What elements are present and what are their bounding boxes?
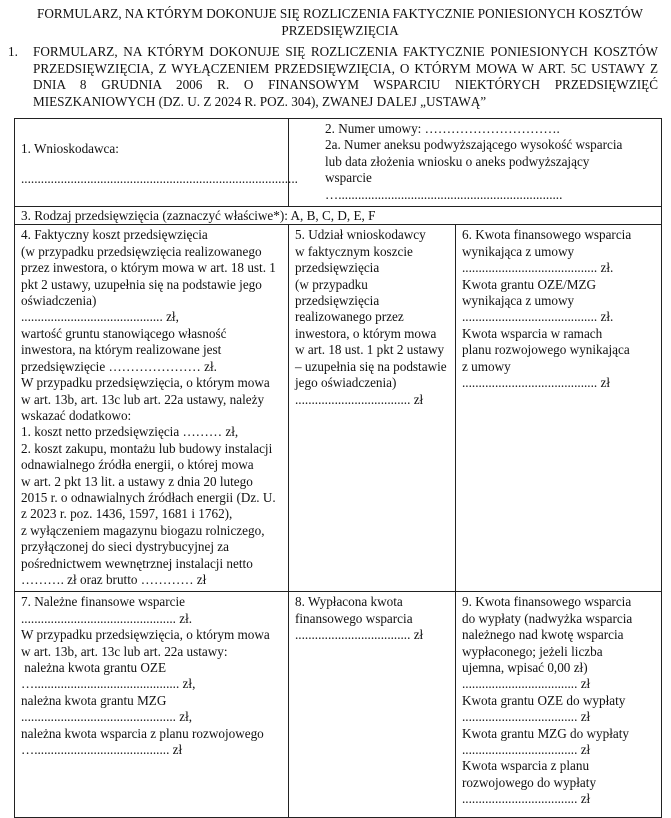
form-line: ................................... zł xyxy=(295,627,424,643)
contract-support-text xyxy=(462,227,656,391)
form-line: należna kwota grantu OZE xyxy=(21,660,167,675)
payout-support-text xyxy=(462,594,656,807)
form-line: Kwota grantu OZE do wypłaty xyxy=(462,692,626,708)
applicant-label: 1. Wnioskodawca: xyxy=(21,141,119,156)
applicant-share-cell[interactable] xyxy=(289,225,456,592)
paid-support-text xyxy=(295,594,450,643)
form-line: z umowy xyxy=(462,358,511,374)
form-line: do wypłaty (nadwyżka wsparcia xyxy=(462,610,633,626)
form-line: 7. Należne finansowe wsparcie xyxy=(21,594,186,610)
due-support-cell[interactable] xyxy=(15,592,289,818)
form-line: wartość gruntu stanowiącego własność xyxy=(21,325,227,341)
form-line: pkt 2 ustawy, uzupełnia się na podstawie jego xyxy=(21,276,262,292)
contract-support-cell[interactable] xyxy=(456,225,662,592)
form-line: przedsięwzięcie ………………… zł. xyxy=(21,358,217,374)
form-line: 6. Kwota finansowego wsparcia xyxy=(462,227,632,243)
form-line: Kwota grantu MZG do wypłaty xyxy=(462,725,630,741)
form-line: inwestora, na którym realizowane jest xyxy=(21,342,222,358)
form-line: 8. Wypłacona kwota xyxy=(295,594,403,610)
form-line: pośrednictwem wewnętrznej instalacji netto xyxy=(21,555,253,571)
document-title: FORMULARZ, NA KTÓRYM DOKONUJE SIĘ ROZLICZENIA FAKTYCZNIE PONIESIONYCH KOSZTÓW PRZEDSIĘWZIĘCIA xyxy=(36,6,643,38)
form-line: przedsięwzięcia xyxy=(295,293,380,309)
form-line: ................................... zł xyxy=(462,742,591,758)
form-line: W przypadku przedsięwzięcia, o którym mowa xyxy=(21,375,270,391)
form-line: W przypadku przedsięwzięcia, o którym mowa xyxy=(21,627,270,643)
form-line: przez inwestora, o którym mowa w art. 18 ust. 1 xyxy=(21,260,276,276)
form-line: Kwota grantu OZE/MZG xyxy=(462,276,597,292)
form-line: …............................................ zł, xyxy=(21,676,196,692)
form-line: rozwojowego do wypłaty xyxy=(462,774,597,790)
form-line: przedsięwzięcia xyxy=(295,260,380,276)
form-line: należnego nad kwotę wsparcia xyxy=(462,627,624,643)
contract-number-field[interactable]: 2. Numer umowy: …………………………. xyxy=(325,121,560,136)
form-line: w art. 13b, art. 13c lub art. 22a ustawy, należy xyxy=(21,391,265,407)
form-line: w art. 18 ust. 1 pkt 2 ustawy xyxy=(295,342,445,358)
project-type-label: 3. Rodzaj przedsięwzięcia (zaznaczyć właściwe*): A, B, C, D, E, F xyxy=(21,208,376,224)
actual-cost-text xyxy=(21,227,283,588)
annex-label: 2a. Numer aneksu podwyższającego wysokość wsparcia lub data złożenia wniosku o aneks podwyższający wsparcie xyxy=(325,137,623,186)
form-line: wynikająca z umowy xyxy=(462,293,575,309)
form-line: należna kwota grantu MZG xyxy=(21,692,167,708)
form-line: ........................................... zł, xyxy=(21,309,179,325)
form-line: ......................................... zł. xyxy=(462,260,614,276)
form-line: należna kwota wsparcia z planu rozwojowego xyxy=(21,725,264,741)
form-line: oświadczenia) xyxy=(21,293,97,309)
form-line: wynikająca z umowy xyxy=(462,243,575,259)
form-line: z 2023 r. poz. 1436, 1597, 1681 i 1762), xyxy=(21,506,233,522)
contract-cell xyxy=(289,119,662,207)
heading-number: 1. xyxy=(8,44,18,59)
form-line: Kwota wsparcia z planu xyxy=(462,758,590,774)
table-row xyxy=(15,592,662,818)
form-line: 9. Kwota finansowego wsparcia xyxy=(462,594,632,610)
form-line: planu rozwojowego wynikająca xyxy=(462,342,630,358)
form-line: …......................................... zł xyxy=(21,742,183,758)
table-row xyxy=(15,207,662,225)
form-line: wypłaconego; jeżeli liczba xyxy=(462,643,603,659)
table-row xyxy=(15,119,662,207)
form-line: (w przypadku xyxy=(295,276,368,292)
payout-support-cell[interactable] xyxy=(456,592,662,818)
form-line: ......................................... zł xyxy=(462,375,610,391)
form-line: – uzupełnia się na podstawie xyxy=(295,358,447,374)
form-line: finansowego wsparcia xyxy=(295,610,413,626)
form-line: Kwota wsparcia w ramach xyxy=(462,325,603,341)
table-row xyxy=(15,225,662,592)
form-line: realizowanego przez xyxy=(295,309,404,325)
form-line: z wyłączeniem magazynu biogazu rolniczego, xyxy=(21,522,265,538)
form-line: inwestora, o którym mowa xyxy=(295,325,437,341)
form-line: ………. zł oraz brutto ………… zł xyxy=(21,571,207,587)
annex-field[interactable]: ….................................................................... xyxy=(325,186,563,202)
form-line: ujemna, wpisać 0,00 zł) xyxy=(462,660,588,675)
applicant-field[interactable]: .................................................................................... xyxy=(21,171,298,187)
heading-text: FORMULARZ, NA KTÓRYM DOKONUJE SIĘ ROZLICZENIA FAKTYCZNIE PONIESIONYCH KOSZTÓW PRZEDSIĘWZIĘCIA, Z WYŁĄCZENIEM PRZEDSIĘWZIĘCIA, O KTÓRYM MOWA W ART. 5C USTAWY Z DNIA 8 GRUDNIA 2006 R. O FINANSOWYM WSPARCIU NIEKTÓRYCH PRZEDSIĘWZIĘĆ MIESZKANIOWYCH (DZ. U. Z 2024 R. POZ. 304), ZWANEJ DALEJ „USTAWĄ” xyxy=(33,44,658,109)
form-line: 1. koszt netto przedsięwzięcia ……… zł, xyxy=(21,424,239,440)
applicant-cell[interactable] xyxy=(15,119,298,207)
form-line: (w przypadku przedsięwzięcia realizowanego xyxy=(21,243,262,259)
applicant-share-text xyxy=(295,227,450,407)
due-support-text xyxy=(21,594,283,758)
form-line: 2. koszt zakupu, montażu lub budowy instalacji xyxy=(21,440,273,456)
actual-cost-cell[interactable] xyxy=(15,225,289,592)
form-line: ................................... zł xyxy=(462,676,591,692)
settlement-form-table xyxy=(14,118,662,818)
form-line: w art. 2 pkt 13 lit. a ustawy z dnia 20 lutego xyxy=(21,473,253,489)
form-line: ............................................... zł, xyxy=(21,709,193,725)
form-line: ................................... zł xyxy=(295,391,424,407)
form-line: ............................................... zł. xyxy=(21,610,193,626)
form-line: odnawialnego źródła energii, o której mowa xyxy=(21,457,254,473)
form-line: 2015 r. o odnawialnych źródłach energii (Dz. U. xyxy=(21,489,276,505)
form-line: ................................... zł xyxy=(462,709,591,725)
form-line: ......................................... zł. xyxy=(462,309,614,325)
form-line: wskazać dodatkowo: xyxy=(21,407,132,423)
form-line: 5. Udział wnioskodawcy xyxy=(295,227,426,243)
form-line: ................................... zł xyxy=(462,791,591,807)
paid-support-cell[interactable] xyxy=(289,592,456,818)
form-line: przyłączonej do sieci dystrybucyjnej za xyxy=(21,539,229,555)
form-line: 4. Faktyczny koszt przedsięwzięcia xyxy=(21,227,208,243)
form-line: jego oświadczenia) xyxy=(295,375,397,391)
form-line: w art. 13b, art. 13c lub art. 22a ustawy: xyxy=(21,643,228,659)
project-type-cell[interactable] xyxy=(15,207,662,225)
form-heading xyxy=(8,44,658,110)
form-line: w faktycznym koszcie xyxy=(295,243,413,259)
